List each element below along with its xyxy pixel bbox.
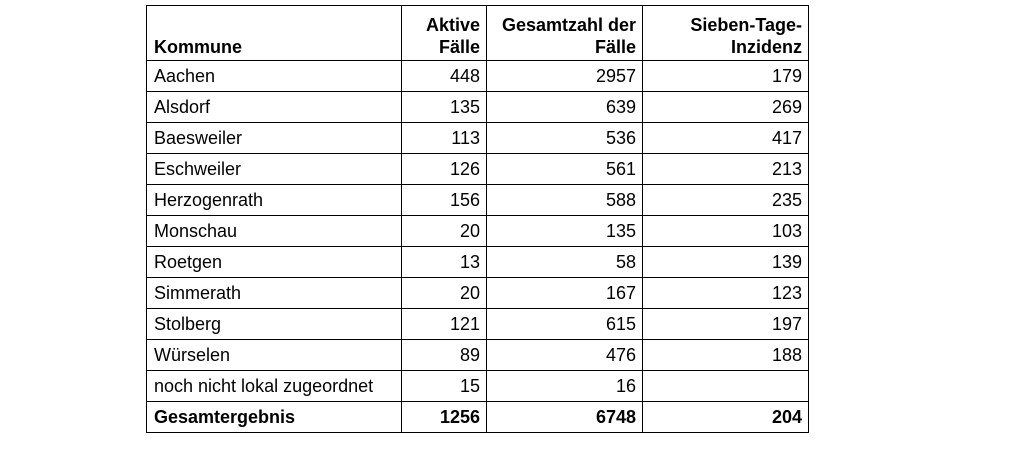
cell-kommune: Eschweiler [147,154,402,185]
cell-inzidenz: 235 [643,185,809,216]
covid-cases-table [146,5,809,433]
cell-kommune: Simmerath [147,278,402,309]
total-inzidenz: 204 [643,402,809,433]
header-inzidenz-line-2: Inzidenz [731,37,802,57]
cell-kommune: Baesweiler [147,123,402,154]
cell-inzidenz: 188 [643,340,809,371]
header-row [147,6,809,61]
cell-gesamt: 58 [487,247,643,278]
table-body [147,61,809,402]
cell-gesamt: 167 [487,278,643,309]
cell-kommune: noch nicht lokal zugeordnet [147,371,402,402]
cell-aktive: 448 [402,61,487,92]
total-kommune: Gesamtergebnis [147,402,402,433]
cell-kommune: Würselen [147,340,402,371]
table-row [147,278,809,309]
header-gesamtzahl-faelle [487,6,643,61]
table-row [147,340,809,371]
cell-inzidenz: 213 [643,154,809,185]
cell-gesamt: 2957 [487,61,643,92]
cell-gesamt: 536 [487,123,643,154]
header-aktive-faelle [402,6,487,61]
cell-aktive: 13 [402,247,487,278]
cell-kommune: Herzogenrath [147,185,402,216]
cell-inzidenz: 417 [643,123,809,154]
cell-gesamt: 16 [487,371,643,402]
header-gesamt-line-2: Fälle [594,37,636,57]
cell-aktive: 135 [402,92,487,123]
header-aktive-line-1: Aktive [425,15,480,35]
cell-gesamt: 135 [487,216,643,247]
cell-inzidenz [643,371,809,402]
cell-gesamt: 476 [487,340,643,371]
cell-gesamt: 615 [487,309,643,340]
table-row [147,309,809,340]
cell-inzidenz: 197 [643,309,809,340]
table-footer [147,402,809,433]
table-row [147,185,809,216]
cell-gesamt: 561 [487,154,643,185]
cell-inzidenz: 139 [643,247,809,278]
cell-aktive: 89 [402,340,487,371]
cell-kommune: Aachen [147,61,402,92]
header-gesamt-line-1: Gesamtzahl der [501,15,636,35]
table-row [147,247,809,278]
table-header [147,6,809,61]
cell-aktive: 20 [402,216,487,247]
table-row [147,371,809,402]
cell-kommune: Roetgen [147,247,402,278]
cell-aktive: 20 [402,278,487,309]
cell-aktive: 15 [402,371,487,402]
cell-aktive: 113 [402,123,487,154]
cell-inzidenz: 269 [643,92,809,123]
cell-kommune: Monschau [147,216,402,247]
header-aktive-line-2: Fälle [438,37,480,57]
cell-inzidenz: 103 [643,216,809,247]
total-aktive: 1256 [402,402,487,433]
cell-inzidenz: 123 [643,278,809,309]
cell-aktive: 156 [402,185,487,216]
cell-gesamt: 588 [487,185,643,216]
table-row [147,61,809,92]
total-gesamt: 6748 [487,402,643,433]
cell-inzidenz: 179 [643,61,809,92]
table-row [147,216,809,247]
header-inzidenz-line-1: Sieben-Tage- [690,15,802,35]
total-row [147,402,809,433]
cell-kommune: Stolberg [147,309,402,340]
table-row [147,92,809,123]
header-kommune: Kommune [147,6,402,61]
table-row [147,123,809,154]
header-sieben-tage-inzidenz [643,6,809,61]
cell-aktive: 121 [402,309,487,340]
cell-gesamt: 639 [487,92,643,123]
cell-kommune: Alsdorf [147,92,402,123]
cell-aktive: 126 [402,154,487,185]
table-row [147,154,809,185]
